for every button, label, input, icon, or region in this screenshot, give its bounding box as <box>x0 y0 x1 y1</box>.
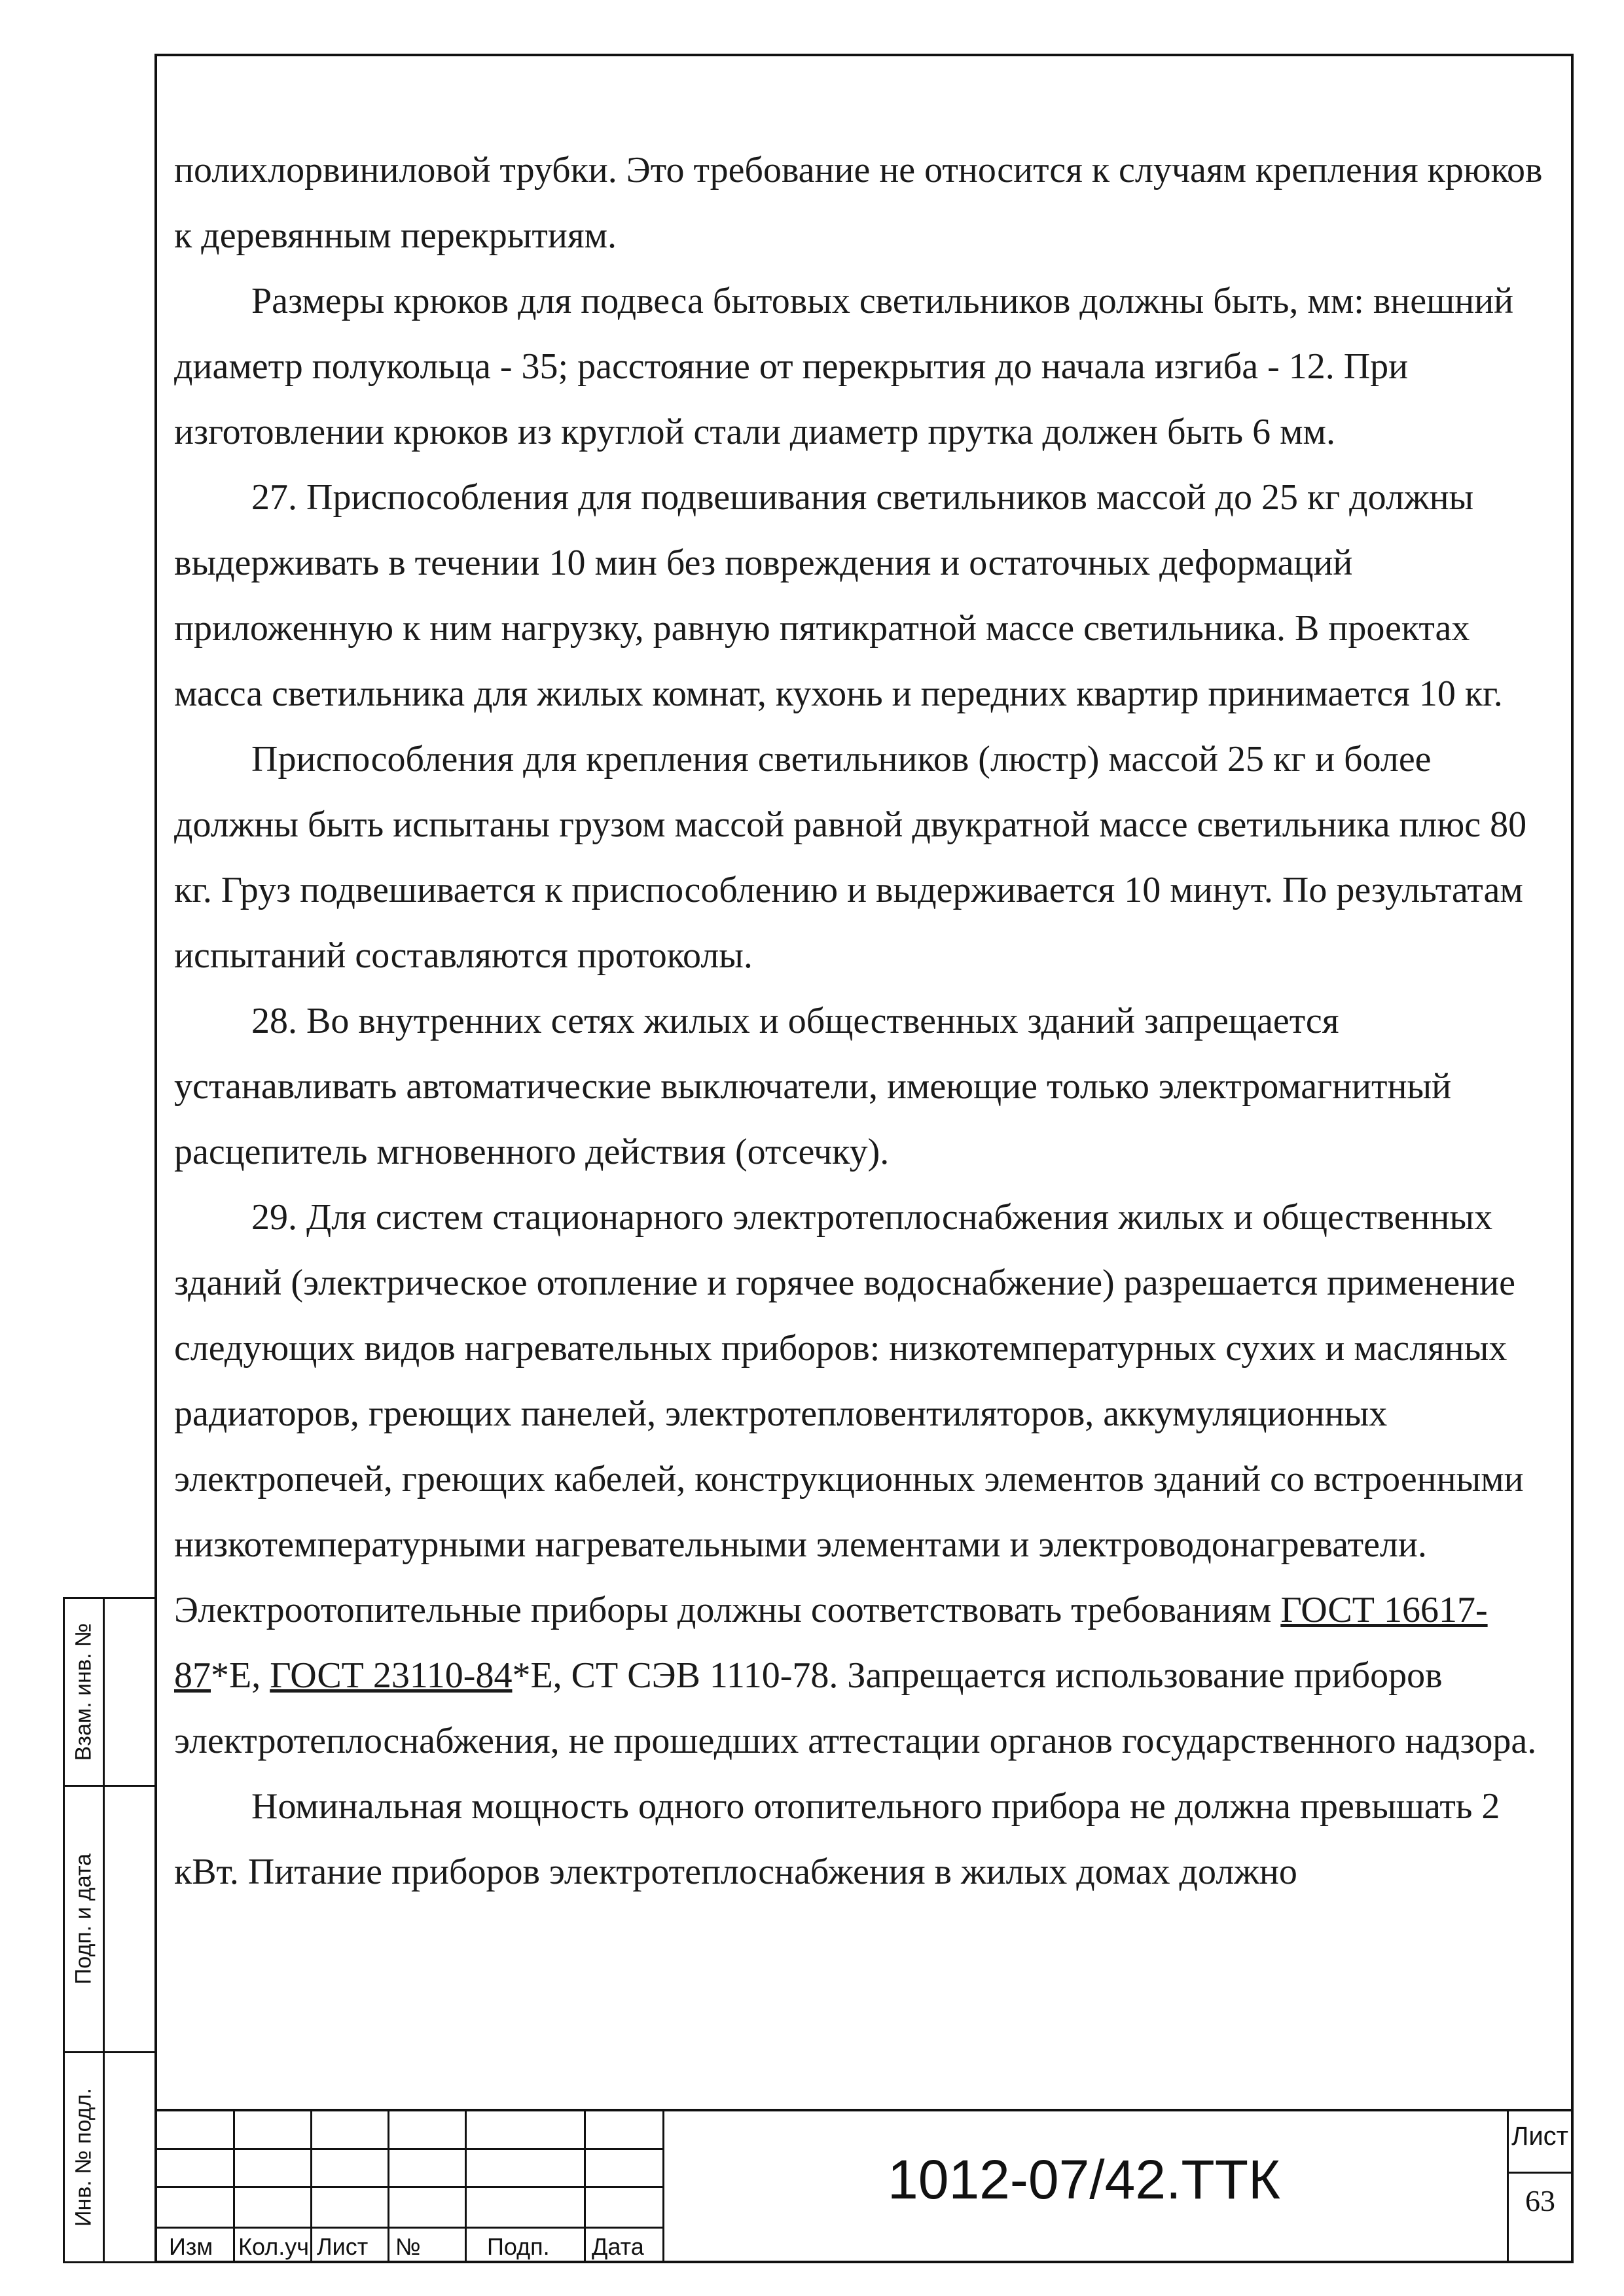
paragraph-29-text-end: *Е, СТ СЭВ 1110-78. Запрещается использование приборов электротеплоснабжения, не прошедших аттестации органов государственного надзора. <box>174 1655 1537 1761</box>
gost-23110-link[interactable]: ГОСТ 23110-84 <box>270 1655 513 1696</box>
paragraph-last: Номинальная мощность одного отопительного прибора не должна превышать 2 кВт. Питание приборов электротеплоснабжения в жилых домах должно <box>174 1786 1500 1892</box>
side-cell-inv <box>63 2051 154 2263</box>
side-cell-vzam <box>63 1597 154 1787</box>
sheet-label: Лист <box>1511 2122 1568 2151</box>
paragraph-29-text-start: 29. Для систем стационарного электротеплоснабжения жилых и общественных зданий (электрическое отопление и горячее водоснабжение) разрешается применение следующих видов нагревательных приборов: низкотемпературных сухих и масляных радиаторов, греющих панелей, электротепловентиляторов, аккумуляционных электропечей, греющих кабелей, конструкционных элементов зданий со встроенными низкотемпературными нагревательными элементами и электроводонагреватели. Электроотопительные приборы должны соответствовать требованиям <box>174 1197 1524 1630</box>
header-izm: Изм <box>169 2233 213 2260</box>
paragraph-2: Размеры крюков для подвеса бытовых светильников должны быть, мм: внешний диаметр полукольца - 35; расстояние от перекрытия до начала изгиба - 12. При изготовлении крюков из круглой стали диаметр прутка должен быть 6 мм. <box>174 281 1514 452</box>
header-kol-uch: Кол.уч <box>238 2233 309 2260</box>
sheet-number: 63 <box>1525 2184 1555 2217</box>
header-data: Дата <box>592 2233 644 2260</box>
paragraph-1: полихлорвиниловой трубки. Это требование не относится к случаям крепления крюков к деревянным перекрытиям. <box>174 150 1543 256</box>
document-code: 1012-07/42.ТТК <box>888 2149 1280 2210</box>
paragraph-29 <box>174 1185 1555 1774</box>
paragraph-4: Приспособления для крепления светильников (люстр) массой 25 кг и более должны быть испытаны грузом массой равной двукратной массе светильника плюс 80 кг. Груз подвешивается к приспособлению и выдерживается 10 минут. По результатам испытаний составляются протоколы. <box>174 739 1527 976</box>
title-block <box>154 2109 1574 2263</box>
header-podp: Подп. <box>487 2233 550 2260</box>
paragraph-29-text-mid: *Е, <box>211 1655 270 1696</box>
document-body <box>174 137 1555 1905</box>
side-label-vzam: Взам. инв. № <box>71 1623 96 1761</box>
paragraph-3: 27. Приспособления для подвешивания светильников массой до 25 кг должны выдерживать в течении 10 мин без повреждения и остаточных деформаций приложенную к ним нагрузку, равную пятикратной массе светильника. В проектах масса светильника для жилых комнат, кухонь и передних квартир принимается 10 кг. <box>174 477 1503 714</box>
side-cell-podp <box>63 1785 154 2053</box>
side-label-inv: Инв. № подл. <box>71 2088 96 2227</box>
header-list: Лист <box>317 2233 369 2260</box>
header-number: № <box>395 2233 421 2260</box>
gost-16617-link[interactable]: ГОСТ 16617-87 <box>174 1590 1488 1696</box>
paragraph-5: 28. Во внутренних сетях жилых и общественных зданий запрещается устанавливать автоматические выключатели, имеющие только электромагнитный расцепитель мгновенного действия (отсечку). <box>174 1001 1452 1172</box>
side-label-podp: Подп. и дата <box>71 1853 96 1985</box>
